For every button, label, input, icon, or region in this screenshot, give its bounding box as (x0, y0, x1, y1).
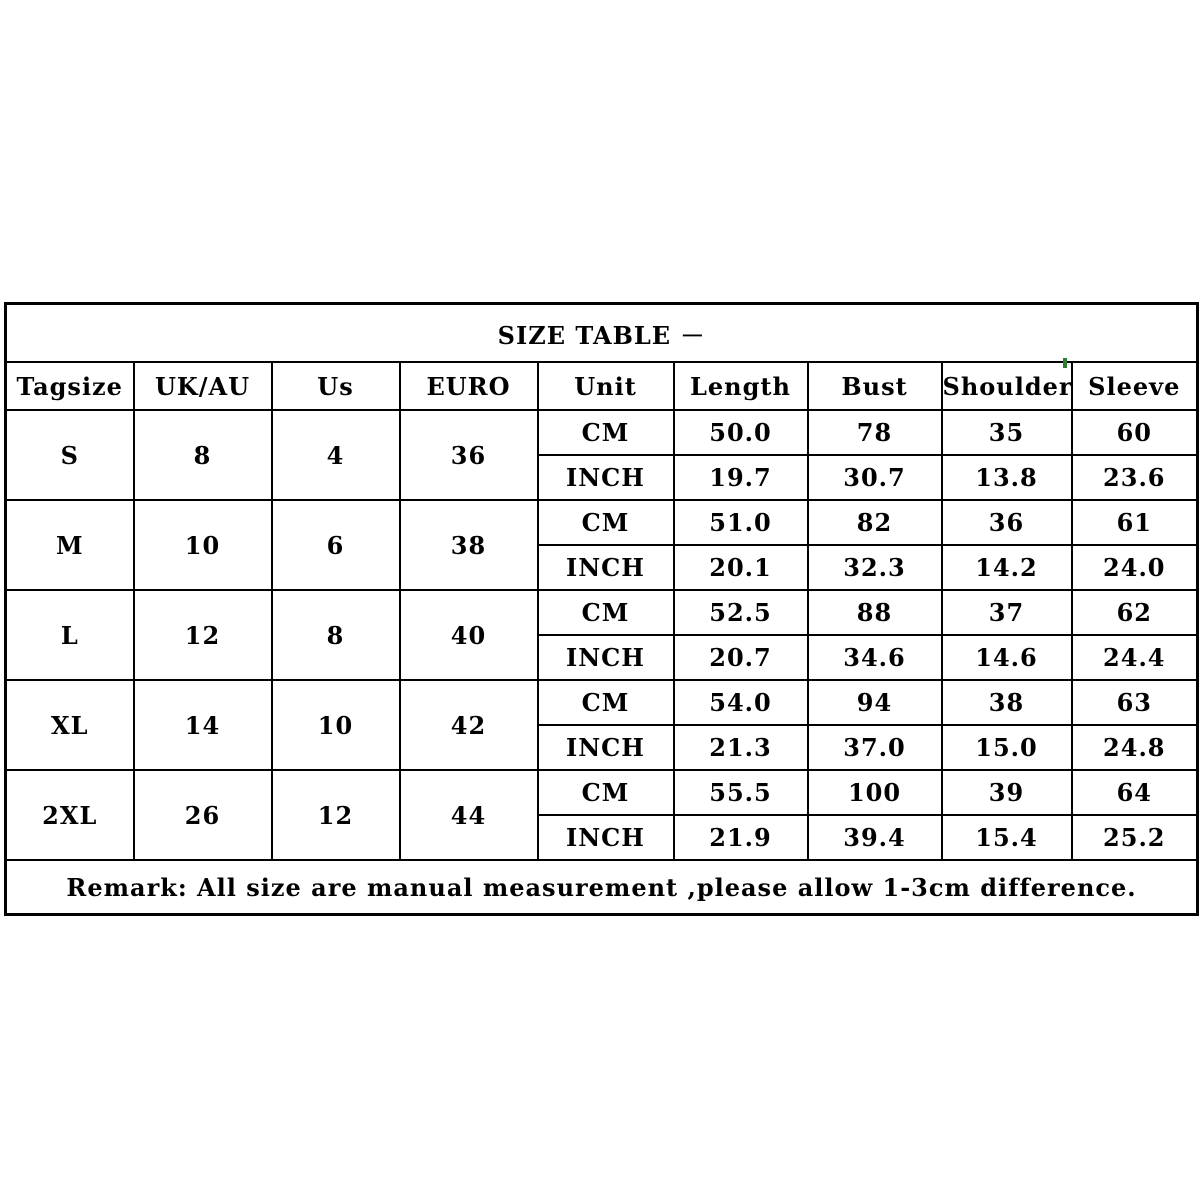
cell-length-inch: 20.1 (674, 545, 808, 590)
cell-uk-au: 8 (134, 410, 272, 500)
cell-sleeve-inch: 24.4 (1072, 635, 1198, 680)
cell-shoulder-inch: 14.2 (942, 545, 1072, 590)
remark-text: Remark: All size are manual measurement ,please allow 1-3cm difference. (6, 860, 1198, 915)
column-header-uk-au: UK/AU (134, 362, 272, 410)
cell-shoulder-cm: 35 (942, 410, 1072, 455)
cell-us: 8 (272, 590, 400, 680)
cell-length-inch: 21.9 (674, 815, 808, 860)
cell-euro: 42 (400, 680, 538, 770)
cell-shoulder-inch: 15.0 (942, 725, 1072, 770)
cell-tagsize: XL (6, 680, 134, 770)
cell-euro: 40 (400, 590, 538, 680)
cell-sleeve-inch: 24.0 (1072, 545, 1198, 590)
column-header-shoulder: Shoulder (942, 362, 1072, 410)
cell-sleeve-cm: 64 (1072, 770, 1198, 815)
cell-bust-inch: 30.7 (808, 455, 942, 500)
cell-unit-cm: CM (538, 770, 674, 815)
cell-bust-inch: 34.6 (808, 635, 942, 680)
cell-unit-inch: INCH (538, 635, 674, 680)
column-header-unit: Unit (538, 362, 674, 410)
cell-tagsize: L (6, 590, 134, 680)
cell-shoulder-cm: 36 (942, 500, 1072, 545)
size-table (4, 302, 1199, 916)
cell-us: 10 (272, 680, 400, 770)
table-row (6, 590, 1198, 635)
table-remark-row (6, 860, 1198, 915)
cell-bust-inch: 39.4 (808, 815, 942, 860)
table-row (6, 770, 1198, 815)
column-header-us: Us (272, 362, 400, 410)
cell-length-cm: 55.5 (674, 770, 808, 815)
cell-bust-cm: 94 (808, 680, 942, 725)
cell-shoulder-cm: 37 (942, 590, 1072, 635)
cell-tagsize: M (6, 500, 134, 590)
cell-us: 12 (272, 770, 400, 860)
cell-bust-cm: 78 (808, 410, 942, 455)
table-row (6, 410, 1198, 455)
cell-tagsize: 2XL (6, 770, 134, 860)
cell-euro: 36 (400, 410, 538, 500)
cell-sleeve-inch: 24.8 (1072, 725, 1198, 770)
cell-unit-cm: CM (538, 410, 674, 455)
column-header-tagsize: Tagsize (6, 362, 134, 410)
cell-uk-au: 12 (134, 590, 272, 680)
green-mark-icon (1063, 358, 1067, 368)
cell-euro: 38 (400, 500, 538, 590)
cell-length-cm: 54.0 (674, 680, 808, 725)
page-title: SIZE TABLE － (6, 304, 1198, 363)
cell-length-inch: 19.7 (674, 455, 808, 500)
cell-uk-au: 14 (134, 680, 272, 770)
cell-length-cm: 52.5 (674, 590, 808, 635)
column-header-bust: Bust (808, 362, 942, 410)
cell-sleeve-inch: 25.2 (1072, 815, 1198, 860)
cell-shoulder-cm: 38 (942, 680, 1072, 725)
cell-unit-cm: CM (538, 500, 674, 545)
table-row (6, 680, 1198, 725)
cell-shoulder-inch: 14.6 (942, 635, 1072, 680)
table-header-row (6, 362, 1198, 410)
cell-unit-inch: INCH (538, 815, 674, 860)
cell-unit-inch: INCH (538, 725, 674, 770)
cell-bust-cm: 82 (808, 500, 942, 545)
cell-shoulder-inch: 15.4 (942, 815, 1072, 860)
cell-unit-inch: INCH (538, 455, 674, 500)
cell-length-cm: 50.0 (674, 410, 808, 455)
cell-sleeve-cm: 61 (1072, 500, 1198, 545)
cell-length-inch: 20.7 (674, 635, 808, 680)
cell-unit-inch: INCH (538, 545, 674, 590)
cell-length-inch: 21.3 (674, 725, 808, 770)
cell-tagsize: S (6, 410, 134, 500)
table-row (6, 500, 1198, 545)
cell-sleeve-cm: 62 (1072, 590, 1198, 635)
cell-length-cm: 51.0 (674, 500, 808, 545)
cell-bust-inch: 37.0 (808, 725, 942, 770)
cell-bust-cm: 100 (808, 770, 942, 815)
cell-euro: 44 (400, 770, 538, 860)
column-header-euro: EURO (400, 362, 538, 410)
cell-shoulder-inch: 13.8 (942, 455, 1072, 500)
column-header-sleeve: Sleeve (1072, 362, 1198, 410)
cell-unit-cm: CM (538, 590, 674, 635)
cell-uk-au: 10 (134, 500, 272, 590)
cell-us: 6 (272, 500, 400, 590)
table-title-row (6, 304, 1198, 363)
cell-unit-cm: CM (538, 680, 674, 725)
cell-bust-cm: 88 (808, 590, 942, 635)
cell-sleeve-cm: 63 (1072, 680, 1198, 725)
cell-sleeve-inch: 23.6 (1072, 455, 1198, 500)
size-table-container (4, 302, 1196, 916)
column-header-length: Length (674, 362, 808, 410)
cell-bust-inch: 32.3 (808, 545, 942, 590)
cell-uk-au: 26 (134, 770, 272, 860)
cell-sleeve-cm: 60 (1072, 410, 1198, 455)
cell-shoulder-cm: 39 (942, 770, 1072, 815)
cell-us: 4 (272, 410, 400, 500)
